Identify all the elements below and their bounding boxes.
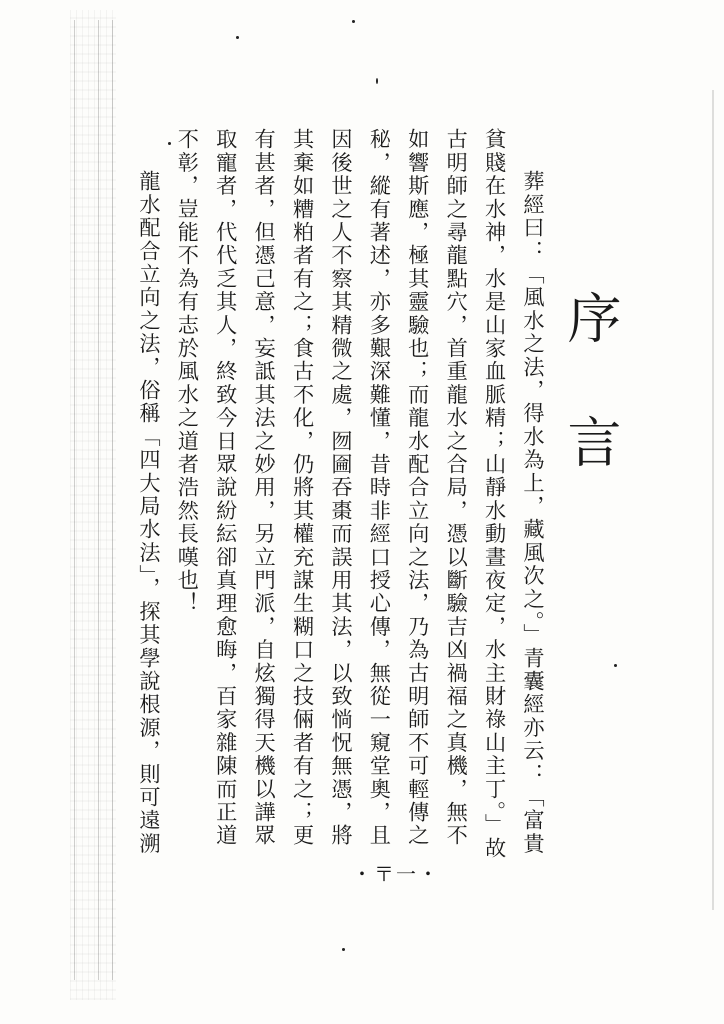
scan-speck	[614, 664, 617, 667]
page-number: ・〒一・	[352, 862, 440, 886]
gutter-line	[98, 20, 99, 980]
preface-body	[136, 128, 552, 868]
scan-speck	[352, 20, 355, 23]
binding-gutter-shadow	[70, 10, 116, 1000]
scan-speck	[376, 78, 378, 84]
paragraph-1: 葬經曰：「風水之法，得水為上，藏風次之。」青囊經亦云：「富貴貧賤在水神，水是山家血脈精；山靜水動晝夜定，水主財祿山主丁。」故古明師之尋龍點穴，首重龍水之合局，憑以斷驗吉凶禍福之真機，無不如響斯應，極其靈驗也；而龍水配合立向之法，乃為古明師不可輕傳之秘，縱有著述，亦多艱深難懂，昔時非經口授心傳，無從一窺堂奧，且因後世之人不察其精微之處，囫圇吞棗而誤用其法，以致惝怳無憑，將其棄如糟粕者有之；食古不化，仍將其權充謀生糊口之技倆者有之；更有甚者，但憑己意，妄詆其法之妙用，另立門派，自炫獨得天機以譁眾取寵者，代代乏其人，終致今日眾說紛紜卻真理愈晦，百家雜陳而正道不彰，豈能不為有志於風水之道者浩然長嘆也！	[175, 128, 546, 860]
gutter-line	[74, 20, 75, 980]
scan-speck	[168, 142, 171, 145]
gutter-line	[112, 20, 113, 980]
scan-speck	[236, 36, 239, 39]
page-edge-shadow	[712, 90, 714, 910]
paragraph-2: 龍水配合立向之法，俗稱「四大局水法」，探其學說根源，則可遠溯	[136, 170, 162, 856]
scan-speck	[342, 948, 345, 951]
page-title: 序言	[559, 290, 622, 538]
